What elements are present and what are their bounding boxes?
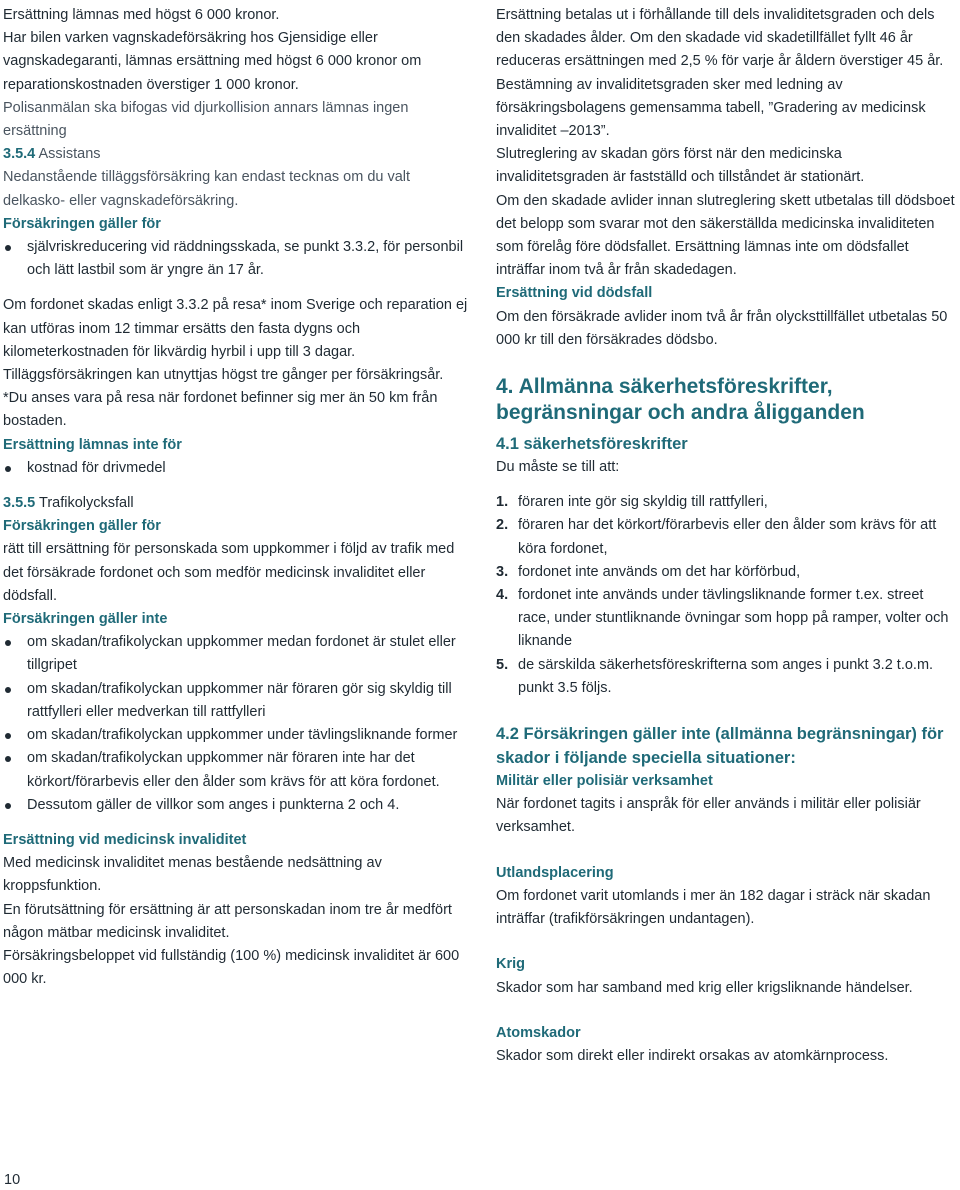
paragraph: Med medicinsk invaliditet menas bestående nedsättning av kroppsfunktion. <box>3 855 382 895</box>
list-number: 2. <box>496 517 509 534</box>
paragraph: rätt till ersättning för personskada som uppkommer i följd av trafik med det försäkrade fordonet och som medför medicinsk invaliditet eller dödsfall. <box>3 541 455 604</box>
section-number: 3.5.4 <box>3 146 36 163</box>
left-column <box>3 4 473 991</box>
list-item: om skadan/trafikolyckan uppkommer när föraren gör sig skyldig till rattfylleri eller medverkan till rattfylleri <box>3 678 473 724</box>
paragraph: Om den skadade avlider innan slutreglering skett utbetalas till dödsboet det belopp som svarar mot den säkerställda medicinska invaliditeten som förelåg före dödsfallet. Ersättning lämnas inte om dödsfallet inträffar inom två år från skadedagen. <box>496 192 955 279</box>
subheading: Försäkringen gäller inte <box>3 611 168 628</box>
list-item <box>496 584 958 654</box>
paragraph: Om den försäkrade avlider inom två år från olycksttillfället utbetalas 50 000 kr till den försäkrades dödsbo. <box>496 308 948 348</box>
paragraph: Tilläggsförsäkringen kan utnyttjas högst tre gånger per försäkringsår. <box>3 367 444 384</box>
list-text: föraren har det körkort/förarbevis eller den ålder som krävs för att köra fordonet, <box>518 517 937 557</box>
list-number: 3. <box>496 563 509 580</box>
subheading: Krig <box>496 956 525 973</box>
subheading: Utlandsplacering <box>496 864 614 881</box>
list-text: de särskilda säkerhetsföreskrifterna som anges i punkt 3.2 t.o.m. punkt 3.5 följs. <box>518 656 934 696</box>
list-text: föraren inte gör sig skyldig till rattfylleri, <box>518 494 768 511</box>
list-item: kostnad för drivmedel <box>3 457 473 480</box>
section-title: Trafikolycksfall <box>35 495 134 512</box>
paragraph: Ersättning lämnas med högst 6 000 kronor. <box>3 7 280 23</box>
subheading: Försäkringen gäller för <box>3 518 161 535</box>
bullet-list <box>3 236 473 282</box>
paragraph: Nedanstående tilläggsförsäkring kan endast tecknas om du valt delkasko- eller vagnskadeförsäkring. <box>3 169 411 209</box>
right-column <box>496 4 958 1068</box>
subheading: Ersättning vid medicinsk invaliditet <box>3 831 247 848</box>
list-text: fordonet inte används under tävlingsliknande former t.ex. street race, under stuntliknande övningar som hopp på ramper, volter och liknande <box>518 587 949 650</box>
paragraph: När fordonet tagits i anspråk för eller används i militär eller polisiär verksamhet. <box>496 796 921 836</box>
list-item: om skadan/trafikolyckan uppkommer medan fordonet är stulet eller tillgripet <box>3 631 473 677</box>
numbered-list <box>496 491 958 700</box>
list-item <box>496 491 958 514</box>
bullet-list <box>3 631 473 817</box>
list-item: självriskreducering vid räddningsskada, se punkt 3.3.2, för personbil och lätt lastbil som är yngre än 17 år. <box>3 236 473 282</box>
section-4-2-title: 4.2 Försäkringen gäller inte (allmänna begränsningar) för skador i följande speciella situationer: <box>496 725 944 768</box>
subheading: Atomskador <box>496 1024 581 1041</box>
list-item: om skadan/trafikolyckan uppkommer under tävlingsliknande former <box>3 724 473 747</box>
paragraph: *Du anses vara på resa när fordonet befinner sig mer än 50 km från bostaden. <box>3 390 438 430</box>
bullet-list <box>3 457 473 480</box>
paragraph: Skador som har samband med krig eller krigsliknande händelser. <box>496 979 913 996</box>
section-4-1-title: 4.1 säkerhetsföreskrifter <box>496 435 688 454</box>
subheading: Ersättning lämnas inte för <box>3 436 182 453</box>
list-number: 4. <box>496 587 509 604</box>
paragraph: Om fordonet skadas enligt 3.3.2 på resa* inom Sverige och reparation ej kan utföras inom 12 timmar ersätts den fasta dygns och kilometerkostnaden för likvärdig hyrbil i upp till 3 dagar. <box>3 297 468 360</box>
paragraph: Skador som direkt eller indirekt orsakas av atomkärnprocess. <box>496 1047 889 1064</box>
list-item: om skadan/trafikolyckan uppkommer när föraren inte har det körkort/förarbevis eller den ålder som krävs för att köra fordonet. <box>3 747 473 793</box>
list-number: 1. <box>496 494 509 511</box>
page-number: 10 <box>4 1172 21 1188</box>
subheading: Ersättning vid dödsfall <box>496 285 653 302</box>
paragraph: Polisanmälan ska bifogas vid djurkollision annars lämnas ingen ersättning <box>3 99 409 140</box>
subheading: Försäkringen gäller för <box>3 215 161 232</box>
list-item <box>496 514 958 560</box>
paragraph: Om fordonet varit utomlands i mer än 182 dagar i sträck när skadan inträffar (trafikförsäkringen undantagen). <box>496 887 931 928</box>
list-number: 5. <box>496 656 509 673</box>
list-item <box>496 561 958 584</box>
paragraph: Du måste se till att: <box>496 459 620 476</box>
list-item: Dessutom gäller de villkor som anges i punkterna 2 och 4. <box>3 794 473 817</box>
section-number: 3.5.5 <box>3 495 36 512</box>
section-heading-assistans <box>3 143 473 166</box>
list-item <box>496 654 958 700</box>
section-title: Assistans <box>35 146 101 163</box>
paragraph: Har bilen varken vagnskadeförsäkring hos Gjensidige eller vagnskadegaranti, lämnas ersättning med högst 6 000 kronor om reparationskostnaden överstiger 1 000 kronor. <box>3 30 422 93</box>
paragraph: Försäkringsbeloppet vid fullständig (100 %) medicinsk invaliditet är 600 000 kr. <box>3 947 460 988</box>
paragraph: Ersättning betalas ut i förhållande till dels invaliditetsgraden och dels den skadades ålder. Om den skadade vid skadetillfället fyllt 46 år reduceras ersättningen med 2,5 % för varje år åldern överstiger 45 år. <box>496 7 944 70</box>
subheading: Militär eller polisiär verksamhet <box>496 773 713 790</box>
list-text: fordonet inte används om det har körförbud, <box>518 563 801 580</box>
paragraph: En förutsättning för ersättning är att personskadan inom tre år medfört någon mätbar medicinsk invaliditet. <box>3 901 452 941</box>
section-heading-trafikolycksfall <box>3 492 473 515</box>
paragraph: Slutreglering av skadan görs först när den medicinska invaliditetsgraden är fastställd och tillståndet är stationärt. <box>496 146 865 186</box>
paragraph: Bestämning av invaliditetsgraden sker med ledning av försäkringsbolagens gemensamma tabell, ”Gradering av medicinsk invaliditet –2013”. <box>496 76 926 140</box>
section-4-title: 4. Allmänna säkerhetsföreskrifter, begränsningar och andra åligganden <box>496 375 865 425</box>
